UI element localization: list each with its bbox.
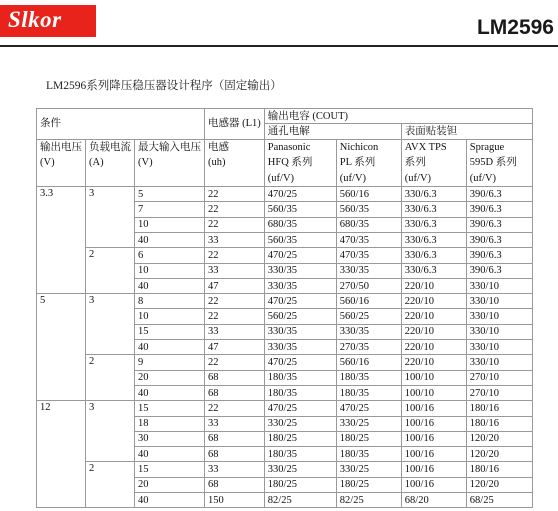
- cell-load-current: 3: [86, 294, 135, 355]
- cell-panasonic: 470/25: [264, 355, 336, 370]
- table-row: [37, 248, 533, 263]
- cell-inductance: 22: [205, 248, 265, 263]
- cell-avx: 330/6.3: [401, 202, 466, 217]
- cell-avx: 330/6.3: [401, 187, 466, 202]
- cell-panasonic: 180/35: [264, 447, 336, 462]
- header-sprague: Sprague 595D 系列 (uf/V): [466, 139, 532, 187]
- header-through-hole: 通孔电解: [264, 124, 401, 139]
- cell-panasonic: 470/25: [264, 401, 336, 416]
- cell-max-input-voltage: 15: [135, 462, 205, 477]
- cell-nichicon: 560/35: [336, 202, 401, 217]
- cell-inductance: 22: [205, 202, 265, 217]
- cell-panasonic: 180/25: [264, 477, 336, 492]
- cell-inductance: 22: [205, 309, 265, 324]
- cell-avx: 100/16: [401, 447, 466, 462]
- cell-avx: 100/16: [401, 431, 466, 446]
- cell-panasonic: 330/25: [264, 462, 336, 477]
- cell-max-input-voltage: 9: [135, 355, 205, 370]
- cell-load-current: 3: [86, 187, 135, 248]
- cell-panasonic: 470/25: [264, 187, 336, 202]
- cell-panasonic: 330/35: [264, 340, 336, 355]
- cell-max-input-voltage: 30: [135, 431, 205, 446]
- cell-max-input-voltage: 5: [135, 187, 205, 202]
- design-table: [36, 108, 533, 508]
- cell-avx: 100/16: [401, 416, 466, 431]
- cell-max-input-voltage: 7: [135, 202, 205, 217]
- cell-avx: 100/16: [401, 401, 466, 416]
- cell-panasonic: 82/25: [264, 493, 336, 508]
- cell-avx: 220/10: [401, 355, 466, 370]
- header-surface-mount: 表面贴装钽: [401, 124, 532, 139]
- cell-nichicon: 270/35: [336, 340, 401, 355]
- table-row: [37, 462, 533, 477]
- cell-output-voltage: 3.3: [37, 187, 86, 294]
- cell-nichicon: 470/25: [336, 401, 401, 416]
- cell-sprague: 120/20: [466, 431, 532, 446]
- cell-sprague: 330/10: [466, 309, 532, 324]
- cell-max-input-voltage: 40: [135, 493, 205, 508]
- cell-panasonic: 470/25: [264, 248, 336, 263]
- brand-logo: [0, 5, 96, 37]
- header-output-voltage: 输出电压 (V): [37, 139, 86, 187]
- cell-inductance: 22: [205, 187, 265, 202]
- cell-sprague: 270/10: [466, 385, 532, 400]
- cell-sprague: 270/10: [466, 370, 532, 385]
- cell-sprague: 180/16: [466, 401, 532, 416]
- cell-max-input-voltage: 10: [135, 263, 205, 278]
- table-row: [37, 401, 533, 416]
- cell-nichicon: 560/25: [336, 309, 401, 324]
- header-panasonic: Panasonic HFQ 系列 (uf/V): [264, 139, 336, 187]
- cell-inductance: 22: [205, 355, 265, 370]
- cell-max-input-voltage: 10: [135, 309, 205, 324]
- logo-text: Slkor: [8, 7, 62, 32]
- cell-max-input-voltage: 40: [135, 340, 205, 355]
- cell-sprague: 330/10: [466, 340, 532, 355]
- cell-avx: 330/6.3: [401, 232, 466, 247]
- cell-output-voltage: 5: [37, 294, 86, 401]
- cell-panasonic: 330/35: [264, 278, 336, 293]
- cell-nichicon: 180/35: [336, 447, 401, 462]
- table-row: [37, 187, 533, 202]
- cell-panasonic: 470/25: [264, 294, 336, 309]
- cell-load-current: 3: [86, 401, 135, 462]
- cell-sprague: 120/20: [466, 447, 532, 462]
- table-row: [37, 294, 533, 309]
- page-subtitle: LM2596系列降压稳压器设计程序（固定输出）: [46, 80, 282, 92]
- cell-inductance: 150: [205, 493, 265, 508]
- cell-sprague: 330/10: [466, 294, 532, 309]
- cell-nichicon: 330/25: [336, 462, 401, 477]
- cell-avx: 100/10: [401, 370, 466, 385]
- cell-avx: 220/10: [401, 340, 466, 355]
- header-divider: [0, 45, 558, 47]
- cell-sprague: 180/16: [466, 416, 532, 431]
- cell-nichicon: 180/35: [336, 385, 401, 400]
- cell-sprague: 330/10: [466, 324, 532, 339]
- cell-max-input-voltage: 15: [135, 401, 205, 416]
- cell-nichicon: 470/35: [336, 232, 401, 247]
- cell-nichicon: 470/35: [336, 248, 401, 263]
- cell-sprague: 330/10: [466, 278, 532, 293]
- cell-inductance: 22: [205, 294, 265, 309]
- table-row: [37, 355, 533, 370]
- cell-avx: 100/10: [401, 385, 466, 400]
- cell-inductance: 47: [205, 278, 265, 293]
- cell-max-input-voltage: 20: [135, 477, 205, 492]
- cell-nichicon: 330/25: [336, 416, 401, 431]
- cell-inductance: 68: [205, 431, 265, 446]
- cell-max-input-voltage: 10: [135, 217, 205, 232]
- cell-sprague: 390/6.3: [466, 217, 532, 232]
- cell-inductance: 33: [205, 324, 265, 339]
- cell-max-input-voltage: 40: [135, 232, 205, 247]
- cell-inductance: 33: [205, 232, 265, 247]
- cell-max-input-voltage: 8: [135, 294, 205, 309]
- cell-load-current: 2: [86, 355, 135, 401]
- cell-nichicon: 560/16: [336, 294, 401, 309]
- cell-avx: 330/6.3: [401, 263, 466, 278]
- cell-sprague: 120/20: [466, 477, 532, 492]
- cell-nichicon: 330/35: [336, 324, 401, 339]
- cell-max-input-voltage: 40: [135, 385, 205, 400]
- cell-nichicon: 180/25: [336, 477, 401, 492]
- cell-panasonic: 180/25: [264, 431, 336, 446]
- cell-max-input-voltage: 40: [135, 278, 205, 293]
- cell-nichicon: 680/35: [336, 217, 401, 232]
- cell-avx: 100/16: [401, 462, 466, 477]
- cell-avx: 330/6.3: [401, 248, 466, 263]
- cell-load-current: 2: [86, 248, 135, 294]
- part-number: LM2596: [476, 16, 554, 39]
- cell-sprague: 390/6.3: [466, 232, 532, 247]
- cell-inductance: 33: [205, 416, 265, 431]
- cell-panasonic: 330/35: [264, 263, 336, 278]
- cell-inductance: 68: [205, 447, 265, 462]
- cell-nichicon: 180/25: [336, 431, 401, 446]
- cell-inductance: 68: [205, 477, 265, 492]
- header-conditions: 条件: [37, 109, 205, 140]
- cell-avx: 220/10: [401, 309, 466, 324]
- cell-nichicon: 82/25: [336, 493, 401, 508]
- header-max-input-voltage: 最大输入电压 (V): [135, 139, 205, 187]
- cell-sprague: 180/16: [466, 462, 532, 477]
- cell-max-input-voltage: 18: [135, 416, 205, 431]
- cell-max-input-voltage: 15: [135, 324, 205, 339]
- header-inductor: 电感器 (L1): [205, 109, 265, 140]
- cell-avx: 68/20: [401, 493, 466, 508]
- cell-max-input-voltage: 20: [135, 370, 205, 385]
- cell-panasonic: 680/35: [264, 217, 336, 232]
- cell-avx: 330/6.3: [401, 217, 466, 232]
- cell-nichicon: 270/50: [336, 278, 401, 293]
- cell-panasonic: 180/35: [264, 385, 336, 400]
- cell-sprague: 390/6.3: [466, 187, 532, 202]
- cell-nichicon: 560/16: [336, 355, 401, 370]
- cell-inductance: 33: [205, 263, 265, 278]
- cell-load-current: 2: [86, 462, 135, 508]
- cell-inductance: 22: [205, 401, 265, 416]
- cell-inductance: 68: [205, 385, 265, 400]
- cell-avx: 220/10: [401, 278, 466, 293]
- cell-inductance: 33: [205, 462, 265, 477]
- header-output-capacitor: 输出电容 (COUT): [264, 109, 532, 124]
- cell-panasonic: 560/35: [264, 202, 336, 217]
- cell-max-input-voltage: 6: [135, 248, 205, 263]
- cell-max-input-voltage: 40: [135, 447, 205, 462]
- cell-sprague: 330/10: [466, 355, 532, 370]
- header-inductance: 电感 (uh): [205, 139, 265, 187]
- cell-sprague: 390/6.3: [466, 263, 532, 278]
- cell-avx: 100/16: [401, 477, 466, 492]
- cell-panasonic: 180/35: [264, 370, 336, 385]
- cell-panasonic: 330/25: [264, 416, 336, 431]
- cell-sprague: 390/6.3: [466, 248, 532, 263]
- cell-panasonic: 560/35: [264, 232, 336, 247]
- cell-nichicon: 560/16: [336, 187, 401, 202]
- cell-sprague: 390/6.3: [466, 202, 532, 217]
- header-load-current: 负载电流 (A): [86, 139, 135, 187]
- cell-panasonic: 560/25: [264, 309, 336, 324]
- cell-inductance: 68: [205, 370, 265, 385]
- cell-avx: 220/10: [401, 324, 466, 339]
- cell-output-voltage: 12: [37, 401, 86, 508]
- cell-inductance: 47: [205, 340, 265, 355]
- cell-avx: 220/10: [401, 294, 466, 309]
- cell-inductance: 22: [205, 217, 265, 232]
- header-nichicon: Nichicon PL 系列 (uf/V): [336, 139, 401, 187]
- cell-nichicon: 330/35: [336, 263, 401, 278]
- cell-sprague: 68/25: [466, 493, 532, 508]
- header-avx: AVX TPS 系列 (uf/V): [401, 139, 466, 187]
- cell-nichicon: 180/35: [336, 370, 401, 385]
- cell-panasonic: 330/35: [264, 324, 336, 339]
